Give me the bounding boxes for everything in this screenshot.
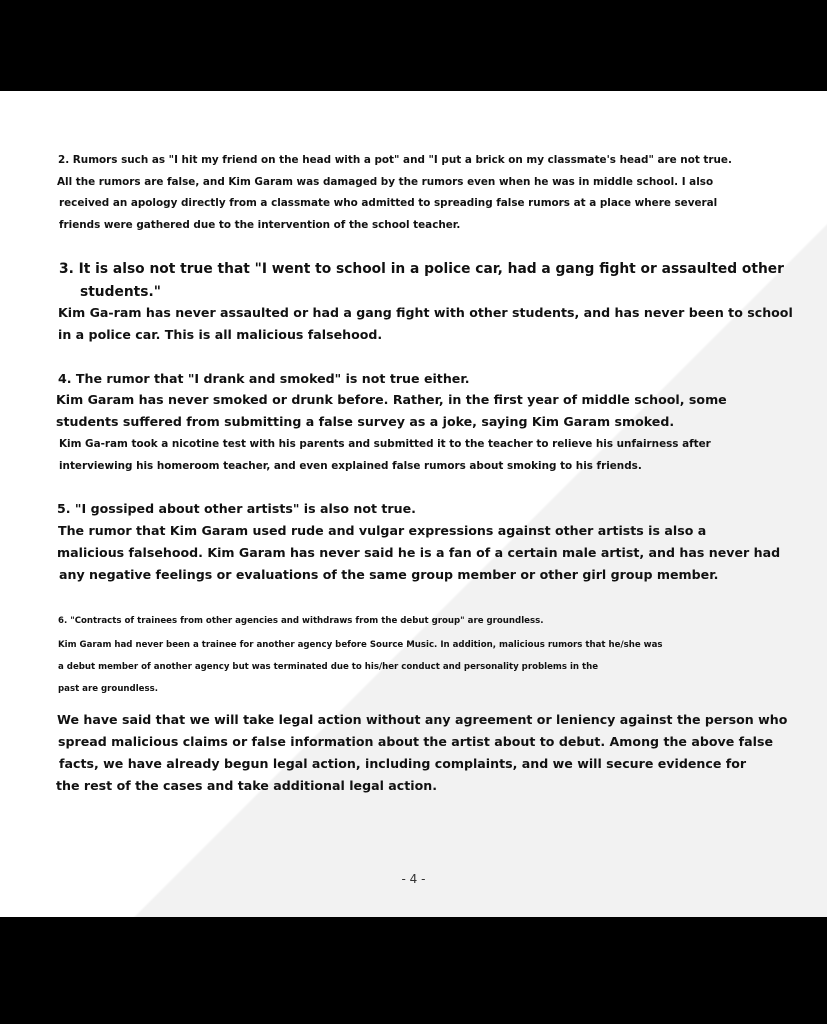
- text-line: Kim Ga-ram has never assaulted or had a gang fight with other students, and has never been to school: [58, 305, 793, 320]
- text-line: spread malicious claims or false information about the artist about to debut. Among the above false: [58, 734, 773, 749]
- text-line: in a police car. This is all malicious falsehood.: [58, 327, 383, 342]
- text-line: Kim Garam has never smoked or drunk before. Rather, in the first year of middle school, some: [56, 392, 727, 407]
- section-5-heading: [57, 499, 416, 519]
- text-line: interviewing his homeroom teacher, and even explained false rumors about smoking to his friends.: [59, 460, 642, 472]
- text-line: students suffered from submitting a false survey as a joke, saying Kim Garam smoked.: [56, 414, 675, 429]
- text-line: any negative feelings or evaluations of the same group member or other girl group member.: [59, 567, 719, 582]
- text-line: The rumor that Kim Garam used rude and vulgar expressions against other artists is also a: [58, 523, 707, 538]
- text-line: 5. "I gossiped about other artists" is also not true.: [57, 501, 416, 516]
- section-3-heading: [59, 258, 784, 304]
- text-line: 2. Rumors such as "I hit my friend on the head with a pot" and "I put a brick on my classmate's head" are not true.: [58, 154, 732, 166]
- closing-paragraph: [57, 709, 787, 797]
- text-line: friends were gathered due to the intervention of the school teacher.: [59, 218, 461, 231]
- section-5-body: [58, 520, 780, 586]
- text-line: 6. "Contracts of trainees from other agencies and withdraws from the debut group" are groundless.: [58, 616, 544, 626]
- section-3-body: [58, 302, 793, 346]
- page-number: - 4 -: [401, 872, 426, 886]
- document-page: [0, 91, 827, 917]
- text-line: 3. It is also not true that "I went to school in a police car, had a gang fight or assaulted other: [59, 261, 784, 277]
- text-line: students.": [80, 284, 161, 300]
- section-6-heading: [58, 613, 543, 629]
- text-line: We have said that we will take legal action without any agreement or leniency against the person who: [57, 712, 788, 727]
- text-line: received an apology directly from a classmate who admitted to spreading false rumors at a place where several: [59, 197, 718, 209]
- section-6-body: [58, 634, 663, 700]
- text-line: All the rumors are false, and Kim Garam was damaged by the rumors even when he was in middle school. I also: [57, 175, 714, 188]
- text-line: Kim Ga-ram took a nicotine test with his parents and submitted it to the teacher to relieve his unfairness after: [59, 438, 711, 450]
- text-line: a debut member of another agency but was terminated due to his/her conduct and personality problems in the: [58, 662, 599, 672]
- section-4-body: [56, 389, 727, 433]
- section-4-heading: [58, 369, 470, 389]
- text-line: facts, we have already begun legal action, including complaints, and we will secure evidence for: [59, 756, 747, 771]
- text-line: past are groundless.: [58, 684, 158, 694]
- text-line: the rest of the cases and take additional legal action.: [56, 778, 437, 793]
- text-line: 4. The rumor that "I drank and smoked" is not true either.: [58, 371, 470, 386]
- text-line: malicious falsehood. Kim Garam has never said he is a fan of a certain male artist, and has never had: [57, 545, 781, 560]
- text-line: Kim Garam had never been a trainee for another agency before Source Music. In addition, malicious rumors that he/she was: [58, 640, 663, 650]
- section-4-detail: [59, 433, 711, 477]
- section-2-paragraph: [58, 150, 732, 236]
